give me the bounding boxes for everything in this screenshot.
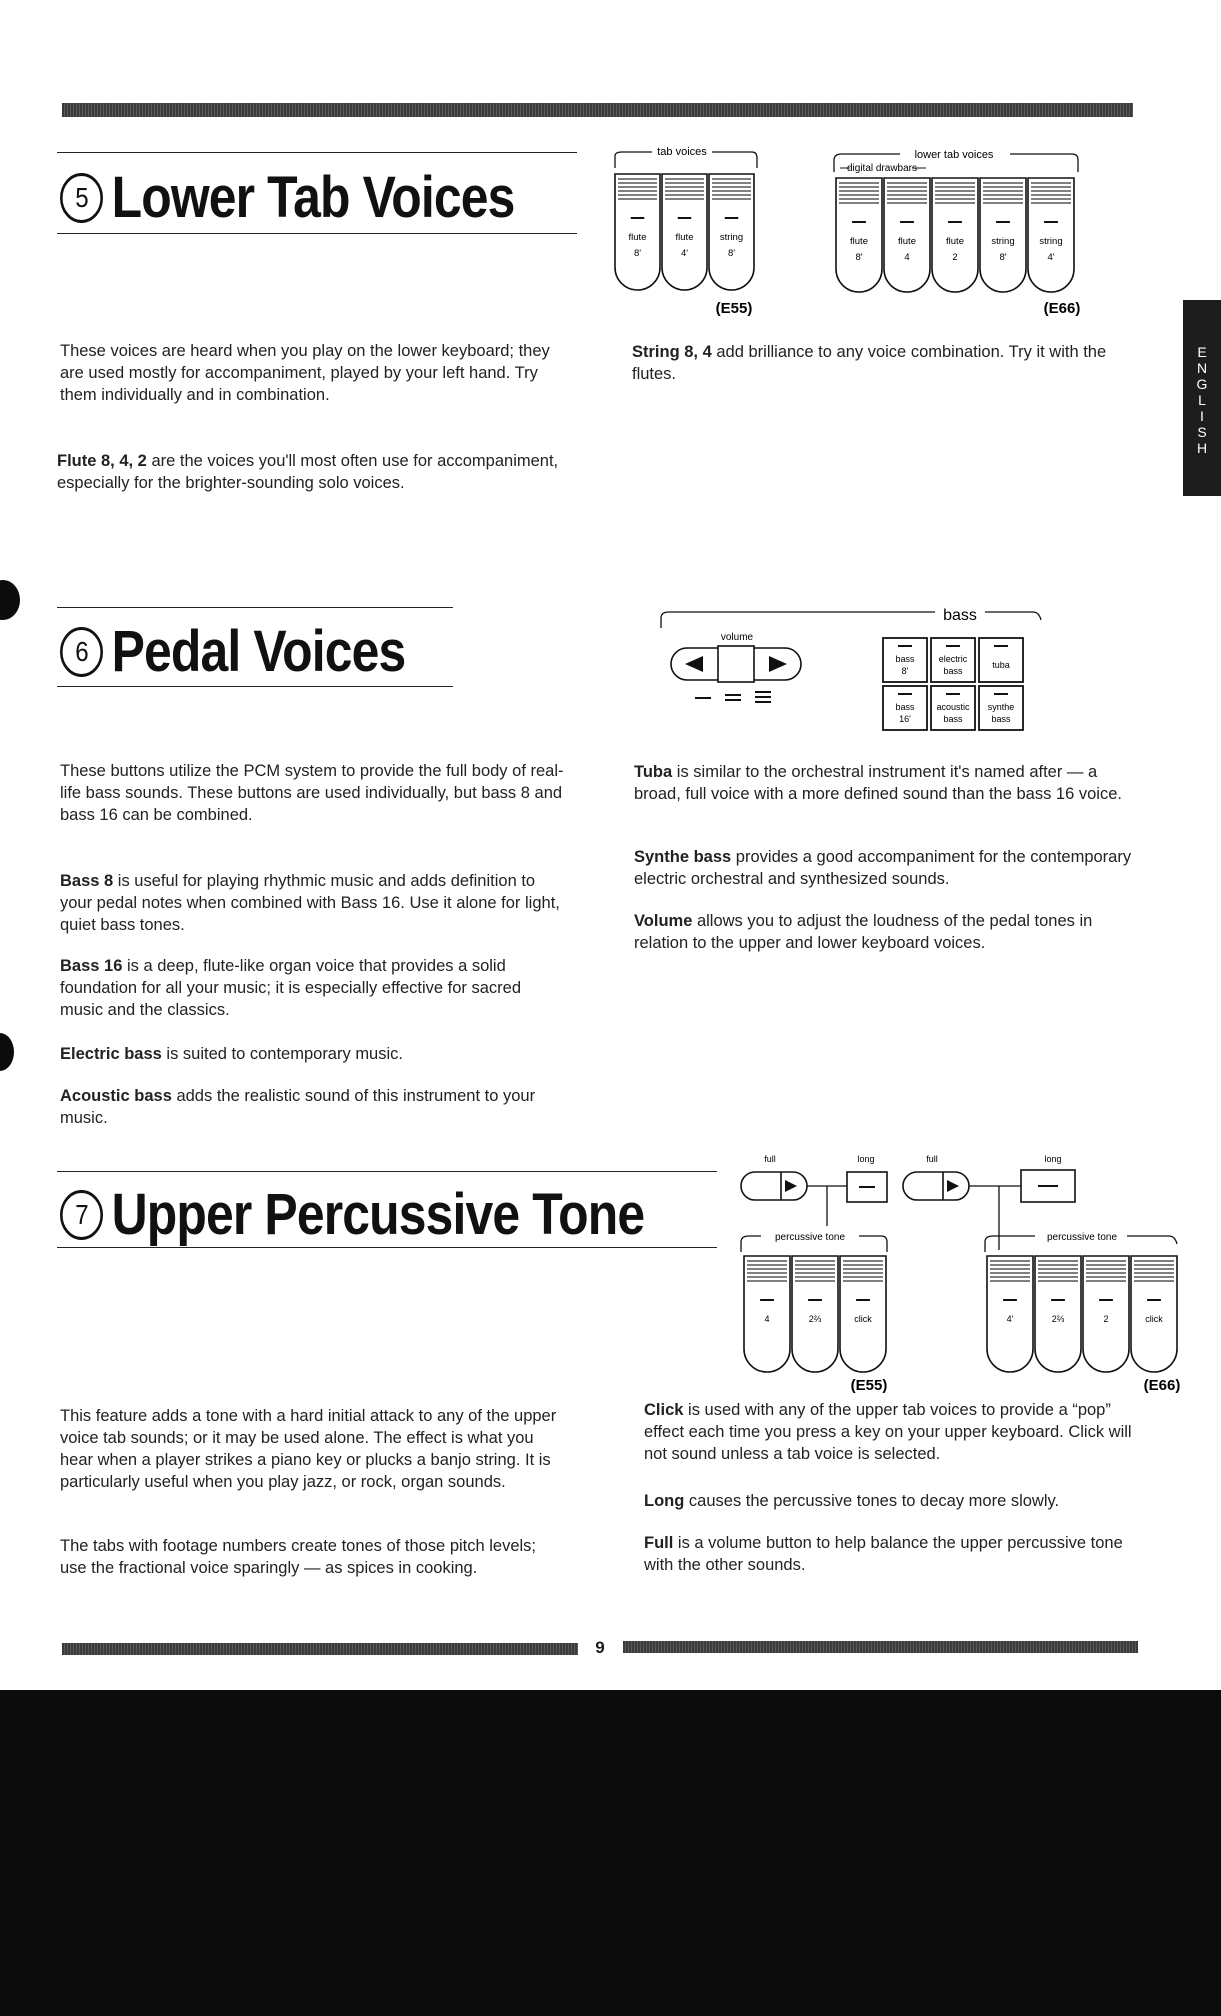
footage-description	[60, 1535, 564, 1579]
e66-full-button[interactable]	[903, 1172, 969, 1200]
term: Volume	[634, 912, 693, 930]
tab-footage: 2	[952, 252, 958, 263]
tuba-description	[634, 761, 1134, 805]
tab-footage: 8'	[855, 252, 863, 263]
tab-voice-name: 2	[1103, 1314, 1109, 1324]
e66-percussive-tabs-group	[987, 1256, 1177, 1372]
e55-percussive-tone-label: percussive tone	[774, 1232, 846, 1243]
pedal-volume-control[interactable]	[671, 646, 801, 682]
definition: is similar to the orchestral instrument it's named after — a broad, full voice with a more defined sound than the bass 16 voice.	[634, 763, 1122, 803]
e66-model-label: (E66)	[1043, 300, 1081, 317]
definition: add brilliance to any voice combination. Try it with the flutes.	[632, 343, 1107, 383]
e55-full-label: full	[764, 1154, 776, 1164]
bass-button-label: acoustic	[936, 702, 970, 712]
e66-long-tab[interactable]	[1021, 1170, 1075, 1202]
bass-button-label: bass	[895, 702, 915, 712]
term: Bass 8	[60, 872, 114, 890]
side-tab-letter: H	[1196, 440, 1208, 456]
paragraph: These voices are heard when you play on the lower keyboard; they are used mostly for accompaniment, played by your left hand. Try them individually and in combination.	[60, 342, 550, 404]
lower-tab-string[interactable]	[1028, 178, 1074, 292]
tab-voice-name: string	[719, 232, 744, 243]
section-title: Upper Percussive Tone	[111, 1182, 645, 1248]
tab-voice-name: flute	[946, 236, 964, 247]
tab-footage: 8'	[999, 252, 1007, 263]
lower-tab-string[interactable]	[709, 174, 754, 290]
e66-model-label: (E66)	[1143, 1377, 1181, 1394]
e55-full-button[interactable]	[741, 1172, 807, 1200]
term: Synthe bass	[634, 848, 732, 866]
term: Tuba	[634, 763, 673, 781]
e55-model-label: (E55)	[850, 1377, 888, 1394]
side-tab-letter: S	[1197, 424, 1207, 440]
definition: are the voices you'll most often use for accompaniment, especially for the brighter-sounding solo voices.	[57, 452, 559, 492]
bass-group-label: bass	[943, 607, 977, 624]
bass-voice-button[interactable]	[979, 686, 1023, 730]
bass-voice-button[interactable]	[979, 638, 1023, 682]
tab-voice-name: flute	[675, 232, 694, 243]
lower-tab-voices-diagram	[612, 138, 1092, 324]
bass-voice-button[interactable]	[883, 638, 927, 682]
percussive-tab[interactable]	[1131, 1256, 1177, 1372]
synthe-bass-description	[634, 846, 1134, 890]
acoustic-bass-description	[60, 1085, 566, 1129]
heading-rule	[57, 233, 577, 234]
binder-hole-mark	[0, 1033, 14, 1071]
bass-button-grid	[883, 638, 1023, 730]
heading-rule	[57, 152, 577, 153]
percussive-tab[interactable]	[792, 1256, 838, 1372]
section-number: 7	[60, 1190, 103, 1240]
bass-voice-button[interactable]	[931, 638, 975, 682]
bottom-rule-right	[623, 1641, 1138, 1653]
side-tab-letter: E	[1197, 344, 1207, 360]
definition: is useful for playing rhythmic music and adds definition to your pedal notes when combined with Bass 16. Use it alone for light, quiet bass tones.	[60, 872, 560, 934]
tab-footage: 8'	[727, 248, 736, 259]
percussive-tab[interactable]	[1035, 1256, 1081, 1372]
binder-hole-mark	[0, 580, 20, 620]
lower-tab-intro	[60, 340, 562, 406]
lower-tab-flute[interactable]	[615, 174, 660, 290]
e55-lower-tabs-group	[615, 174, 754, 290]
section-title: Lower Tab Voices	[111, 165, 515, 231]
bass-button-sublabel: bass	[991, 714, 1011, 724]
top-rule	[62, 103, 1133, 117]
bass-button-label: electric	[938, 654, 968, 664]
side-tab-letter: N	[1196, 360, 1208, 376]
lower-tab-flute[interactable]	[836, 178, 882, 292]
section-heading-lower-tab-voices	[60, 160, 515, 231]
e55-tab-voices-label: tab voices	[657, 146, 707, 158]
term: String 8, 4	[632, 343, 712, 361]
definition: adds the realistic sound of this instrument to your music.	[60, 1087, 536, 1127]
term: Flute 8, 4, 2	[57, 452, 147, 470]
definition: provides a good accompaniment for the contemporary electric orchestral and synthesized sounds.	[634, 848, 1132, 888]
tab-voice-name: flute	[628, 232, 647, 243]
long-description	[644, 1490, 1144, 1512]
tab-voice-name: flute	[850, 236, 868, 247]
digital-drawbars-label: digital drawbars	[846, 163, 918, 174]
tab-voice-name: string	[991, 236, 1015, 247]
percussive-tab[interactable]	[840, 1256, 886, 1372]
flute-description	[57, 450, 562, 494]
tab-footage: 4	[904, 252, 910, 263]
tab-voice-name: click	[1145, 1314, 1163, 1324]
lower-tab-flute[interactable]	[932, 178, 978, 292]
lower-tab-flute[interactable]	[884, 178, 930, 292]
lower-tab-string[interactable]	[980, 178, 1026, 292]
e66-percussive-tone-label: percussive tone	[1046, 1232, 1118, 1243]
percussive-tab[interactable]	[987, 1256, 1033, 1372]
heading-rule	[57, 1171, 717, 1172]
tab-voice-name: 4	[764, 1314, 770, 1324]
side-tab-letter: I	[1200, 408, 1204, 424]
scan-background	[0, 1690, 1221, 2016]
section-heading-pedal-voices	[60, 614, 405, 685]
paragraph: This feature adds a tone with a hard initial attack to any of the upper voice tab sounds; or it may be used alone. The effect is what you hear when a player strikes a piano key or plucks a banjo string. It is particularly useful when you play jazz, or rock, organ sounds.	[60, 1407, 557, 1491]
volume-label: volume	[720, 632, 754, 643]
page-number: 9	[595, 1638, 605, 1657]
click-description	[644, 1399, 1144, 1465]
percussive-tab[interactable]	[1083, 1256, 1129, 1372]
e66-lower-tabs-group	[836, 178, 1074, 292]
section-number: 5	[60, 173, 103, 223]
definition: is used with any of the upper tab voices to provide a “pop” effect each time you press a key on your upper keyboard. Click will not sound unless a tab voice is selected.	[644, 1401, 1132, 1463]
bass-button-sublabel: 8'	[901, 666, 909, 676]
bass-button-sublabel: bass	[943, 714, 963, 724]
term: Long	[644, 1492, 685, 1510]
definition: is a deep, flute-like organ voice that provides a solid foundation for all your music; it is especially effective for sacred music and the classics.	[60, 957, 521, 1019]
tab-footage: 8'	[633, 248, 642, 259]
term: Full	[644, 1534, 674, 1552]
bass-button-sublabel: 16'	[899, 714, 911, 724]
percussive-intro	[60, 1405, 564, 1493]
tab-voice-name: string	[1039, 236, 1063, 247]
bass8-description	[60, 870, 566, 936]
term: Click	[644, 1401, 684, 1419]
paragraph: The tabs with footage numbers create tones of those pitch levels; use the fractional voice sparingly — as spices in cooking.	[60, 1537, 537, 1577]
bass-voice-button[interactable]	[883, 686, 927, 730]
tab-voice-name: 2⅔	[808, 1314, 822, 1324]
paragraph: These buttons utilize the PCM system to provide the full body of real-life bass sounds. These buttons are used individually, but bass 8 and bass 16 can be combined.	[60, 762, 564, 824]
e55-percussive-tabs-group	[744, 1256, 886, 1372]
e66-lower-tab-voices-label: lower tab voices	[914, 149, 994, 161]
language-side-tab	[1183, 300, 1221, 496]
pedal-voices-diagram	[655, 600, 1055, 745]
bass-voice-button[interactable]	[931, 686, 975, 730]
volume-description	[634, 910, 1134, 954]
bass16-description	[60, 955, 566, 1021]
section-heading-upper-percussive-tone	[60, 1177, 644, 1248]
bottom-rule-left	[62, 1643, 578, 1655]
definition: is a volume button to help balance the upper percussive tone with the other sounds.	[644, 1534, 1123, 1574]
full-description	[644, 1532, 1144, 1576]
heading-rule	[57, 1247, 717, 1248]
term: Bass 16	[60, 957, 123, 975]
lower-tab-flute[interactable]	[662, 174, 707, 290]
term: Acoustic bass	[60, 1087, 172, 1105]
tab-voice-name: click	[854, 1314, 872, 1324]
upper-percussive-tone-diagram	[735, 1150, 1185, 1400]
bass-button-sublabel: bass	[943, 666, 963, 676]
term: Electric bass	[60, 1045, 162, 1063]
volume-level-marks	[695, 692, 771, 702]
tab-voice-name: flute	[898, 236, 916, 247]
e55-model-label: (E55)	[715, 300, 753, 317]
tab-footage: 4'	[1047, 252, 1055, 263]
heading-rule	[57, 686, 453, 687]
percussive-tab[interactable]	[744, 1256, 790, 1372]
definition: allows you to adjust the loudness of the pedal tones in relation to the upper and lower keyboard voices.	[634, 912, 1093, 952]
definition: causes the percussive tones to decay more slowly.	[684, 1492, 1060, 1510]
string-description	[632, 341, 1142, 385]
electric-bass-description	[60, 1043, 566, 1065]
section-title: Pedal Voices	[111, 619, 406, 685]
section-number: 6	[60, 627, 103, 677]
side-tab-letter: G	[1196, 376, 1208, 392]
side-tab-letter: L	[1198, 392, 1206, 408]
e55-long-tab[interactable]	[847, 1172, 887, 1202]
definition: is suited to contemporary music.	[161, 1045, 403, 1063]
tab-footage: 4'	[680, 248, 689, 259]
e66-long-label: long	[1044, 1154, 1062, 1164]
tab-voice-name: 4'	[1006, 1314, 1014, 1324]
bass-button-label: tuba	[992, 660, 1010, 670]
e66-full-label: full	[926, 1154, 938, 1164]
heading-rule	[57, 607, 453, 608]
tab-voice-name: 2⅔	[1051, 1314, 1065, 1324]
bass-button-label: bass	[895, 654, 915, 664]
e55-long-label: long	[857, 1154, 875, 1164]
bass-button-label: synthe	[987, 702, 1015, 712]
pedal-intro	[60, 760, 566, 826]
